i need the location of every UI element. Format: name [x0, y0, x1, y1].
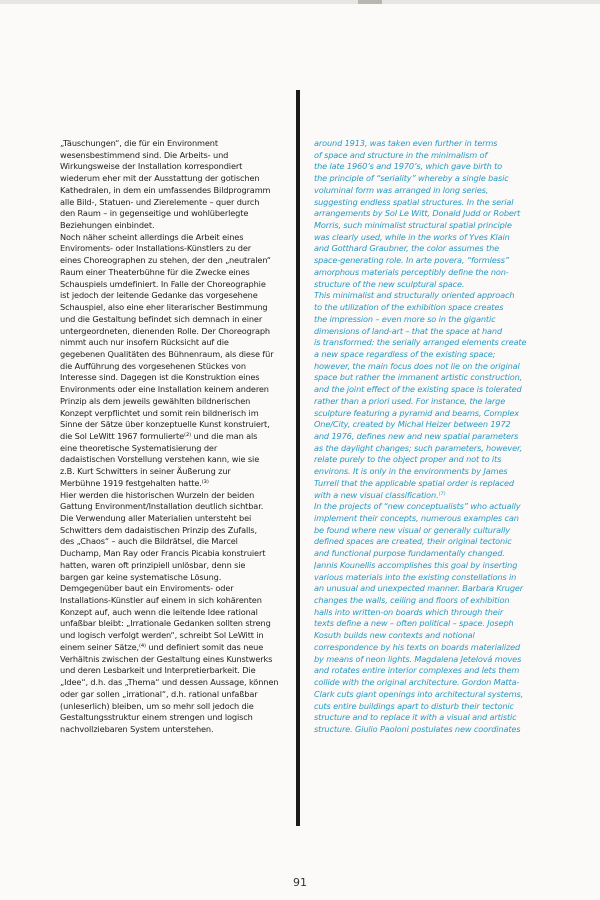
german-text-line: „Idee“, d.h. das „Thema“ und dessen Aussage, können [60, 677, 279, 688]
german-text-line: Gattung Environment/Installation deutlich sichtbar. [60, 501, 264, 512]
english-text-line: by means of neon lights. Magdalena Jetelová moves [314, 653, 522, 664]
german-text-line: Verhältnis zwischen der Gestaltung eines Kunstwerks [60, 653, 273, 664]
german-text-line: (unleserlich) bleiben, um so mehr soll jedoch die [60, 700, 254, 711]
german-text-line: und die Gestaltung befindet sich demnach in einer [60, 313, 263, 324]
english-text-line: is transformed: the serially arranged elements create [314, 337, 527, 348]
german-text-line: nachvollziebaren System unterstehen. [60, 723, 214, 734]
english-text-line: changes the walls, ceiling and floors of exhibition [314, 595, 510, 606]
english-text-line: amorphous materials perceptibly define the non- [314, 266, 509, 277]
german-text-line: Enviroments- oder Installations-Künstlers zu der [60, 243, 251, 254]
english-text-line: the principle of “seriality” whereby a single basic [314, 173, 509, 184]
english-text-line: voluminal form was arranged in long series, [314, 184, 489, 195]
german-text-line: Prinzip als dem jeweils gewählten bildnerischen [60, 395, 251, 406]
english-text-line: around 1913, was taken even further in terms [314, 138, 498, 148]
english-text-line: a new space regardless of the existing space; [314, 348, 496, 359]
german-text-line: Noch näher scheint allerdings die Arbeit eines [60, 231, 244, 242]
german-text-line: oder gar sollen „irrational“, d.h. rational unfaßbar [60, 688, 258, 699]
german-text-line: „Täuschungen“, die für ein Environment [60, 138, 218, 148]
english-text-line: an unusual and unexpected manner. Barbara Kruger [314, 583, 524, 594]
german-text-line: Demgegenüber baut ein Enviroments- oder [60, 583, 234, 594]
english-text-line: arrangements by Sol Le Witt, Donald Judd or Robert [314, 208, 521, 219]
english-text-line: collide with the original architecture. Gordon Matta- [314, 677, 520, 688]
english-text-line: defined spaces are created, their original tectonic [314, 536, 512, 547]
german-text-line: z.B. Kurt Schwitters in seiner Äußerung zur [60, 466, 231, 477]
german-text-line: die Sol LeWitt 1967 formulierte⁽²⁾ und die man als [60, 430, 258, 441]
english-text-line: of space and structure in the minimalism of [314, 149, 488, 160]
column-divider [296, 90, 300, 826]
german-text-line: Konzept verpflichtet und somit rein bildnerisch im [60, 407, 259, 418]
english-text-line: dimensions of land-art – that the space at hand [314, 325, 503, 336]
german-text-line: wesensbestimmend sind. Die Arbeits- und [60, 149, 229, 160]
english-text-line: and rotates entire interior complexes and lets them [314, 665, 520, 676]
english-text-line: In the projects of “new conceptualists” who actually [314, 501, 521, 512]
english-text-line: halls into written-on boards which through their [314, 606, 504, 617]
german-text-line: alle Bild-, Statuen- und Zierelemente – quer durch [60, 196, 260, 207]
german-text-line: Raum einer Theaterbühne für die Zwecke eines [60, 266, 250, 277]
german-text-line: unfaßbar bleibt: „Irrationale Gedanken sollten streng [60, 618, 271, 629]
english-text-line: and the joint effect of the existing space is tolerated [314, 384, 522, 395]
german-text-line: Wirkungsweise der Installation korrespondiert [60, 161, 243, 172]
english-text-line: to the utilization of the exhibition space creates [314, 302, 504, 313]
english-text-line: Morris, such minimalist structural spatial principle [314, 220, 512, 231]
german-text-line: Duchamp, Man Ray oder Francis Picabia konstruiert [60, 548, 266, 559]
german-text-line: Die Verwendung aller Materialien untersteht bei [60, 513, 252, 523]
german-text-line: Environments oder eine Installation keinem anderen [60, 384, 269, 395]
german-text-line: hatten, waren oft prinzipiell unlösbar, denn sie [60, 559, 246, 570]
english-text-line: structure. Giulio Paoloni postulates new coordinates [314, 723, 521, 734]
english-text-line: space but rather the immanent artistic construction, [314, 372, 523, 383]
english-text-line: relate purely to the object proper and not to its [314, 454, 502, 465]
german-text-line: einem seiner Sätze,⁽⁴⁾ und definiert somit das neue [60, 641, 264, 652]
german-text-line: und logisch verfolgt werden“, schreibt Sol LeWitt in [60, 630, 264, 641]
top-edge-mark [358, 0, 382, 4]
english-text-line: rather than a priori used. For instance, the large [314, 395, 506, 406]
english-text-line: and functional purpose fundamentally changed. [314, 548, 505, 559]
english-text-line: the impression – even more so in the gigantic [314, 313, 496, 324]
german-text-line: nimmt auch nur insofern Rücksicht auf die [60, 337, 229, 348]
german-text-line: Interesse sind. Dagegen ist die Konstruktion eines [60, 372, 260, 383]
english-text-line: and 1976, defines new and new spatial parameters [314, 430, 519, 441]
top-edge [0, 0, 600, 4]
english-text-line: suggesting endless spatial structures. In the serial [314, 196, 514, 207]
german-text-line: gegebenen Qualitäten des Bühnenraum, als diese für [60, 348, 274, 359]
german-text-line: eines Choreographen zu stehen, der den „neutralen“ [60, 255, 271, 266]
english-text-column [314, 138, 572, 736]
german-text-line: und deren Lesbarkeit und Interpretierbarkeit. Die [60, 665, 256, 676]
english-text-line: the late 1960’s and 1970’s, which gave birth to [314, 161, 503, 172]
english-text-line: Kosuth builds new contexts and notional [314, 630, 475, 641]
english-text-line: texts define a new – often political – space. Joseph [314, 618, 514, 629]
german-text-line: den Raum – in gegenseitige und wohlüberlegte [60, 208, 249, 219]
english-text-line: implement their concepts, numerous examples can [314, 513, 519, 523]
german-text-line: Sinne der Sätze über konzeptuelle Kunst konstruiert, [60, 419, 270, 430]
english-text-line: One/City, created by Michal Heizer between 1972 [314, 419, 511, 430]
english-text-line: be found where new visual or generally culturally [314, 524, 510, 535]
german-text-line: ist jedoch der leitende Gedanke das vorgesehene [60, 290, 258, 301]
german-text-line: dadaistischen Vorstellung verstehen kann, wie sie [60, 454, 260, 465]
german-text-line: Schauspiel, also eine eher literarischer Bestimmung [60, 302, 268, 313]
english-text-line: structure of the new sculptural space. [314, 278, 465, 289]
german-text-line: Konzept auf, auch wenn die leitende Idee rational [60, 606, 258, 617]
english-text-line: sculpture featuring a pyramid and beams, Complex [314, 407, 519, 418]
german-text-line: Schwitters dem dadaistischen Prinzip des Zufalls, [60, 524, 257, 535]
english-text-line: Turrell that the applicable spatial order is replaced [314, 477, 514, 488]
german-text-line: des „Chaos“ – auch die Bildrätsel, die Marcel [60, 536, 238, 547]
german-text-line: Kathedralen, in dem ein umfassendes Bildprogramm [60, 184, 271, 195]
english-text-line: Jannis Kounellis accomplishes this goal by inserting [314, 559, 518, 570]
german-text-line: untergeordneten, dienenden Rolle. Der Choreograph [60, 325, 270, 336]
english-text-line: however, the main focus does not lie on the original [314, 360, 520, 371]
english-text-line: was clearly used, while in the works of Yves Klain [314, 231, 510, 242]
german-text-line: eine theoretische Systematisierung der [60, 442, 218, 453]
german-text-line: Installations-Künstler auf einem in sich kohärenten [60, 595, 262, 606]
english-text-line: as the daylight changes; such parameters, however, [314, 442, 522, 453]
german-text-line: die Aufführung des vorgesehenen Stückes von [60, 360, 246, 371]
english-text-line: space-generating role. In arte povera, “formless” [314, 255, 510, 266]
german-text-line: Gestaltungsstruktur einem strengen und logisch [60, 712, 253, 723]
german-text-column [60, 138, 292, 736]
english-text-line: Clark cuts giant openings into architectural systems, [314, 688, 524, 699]
german-text-line: bargen gar keine systematische Lösung. [60, 571, 222, 582]
english-text-line: correspondence by his texts on boards materialized [314, 641, 521, 652]
english-text-line: environs. It is only in the environments by James [314, 466, 508, 477]
english-text-line: and Gotthard Graubner, the color assumes the [314, 243, 500, 254]
page-number: 91 [293, 876, 307, 889]
english-text-line: cuts entire buildings apart to disturb their tectonic [314, 700, 514, 711]
german-text-line: Beziehungen einbindet. [60, 220, 155, 231]
german-text-line: Merbühne 1919 festgehalten hatte.⁽³⁾ [60, 477, 209, 488]
german-text-line: Schauspiels umdefiniert. In Falle der Choreographie [60, 278, 266, 289]
german-text-line: wiederum eher mit der Ausstattung der gotischen [60, 173, 260, 184]
english-text-line: with a new visual classification.⁽⁷⁾ [314, 489, 446, 500]
english-text-line: various materials into the existing constellations in [314, 571, 517, 582]
german-text-line: Hier werden die historischen Wurzeln der beiden [60, 489, 255, 500]
english-text-line: This minimalist and structurally oriented approach [314, 290, 515, 301]
english-text-line: structure and to replace it with a visual and artistic [314, 712, 517, 723]
